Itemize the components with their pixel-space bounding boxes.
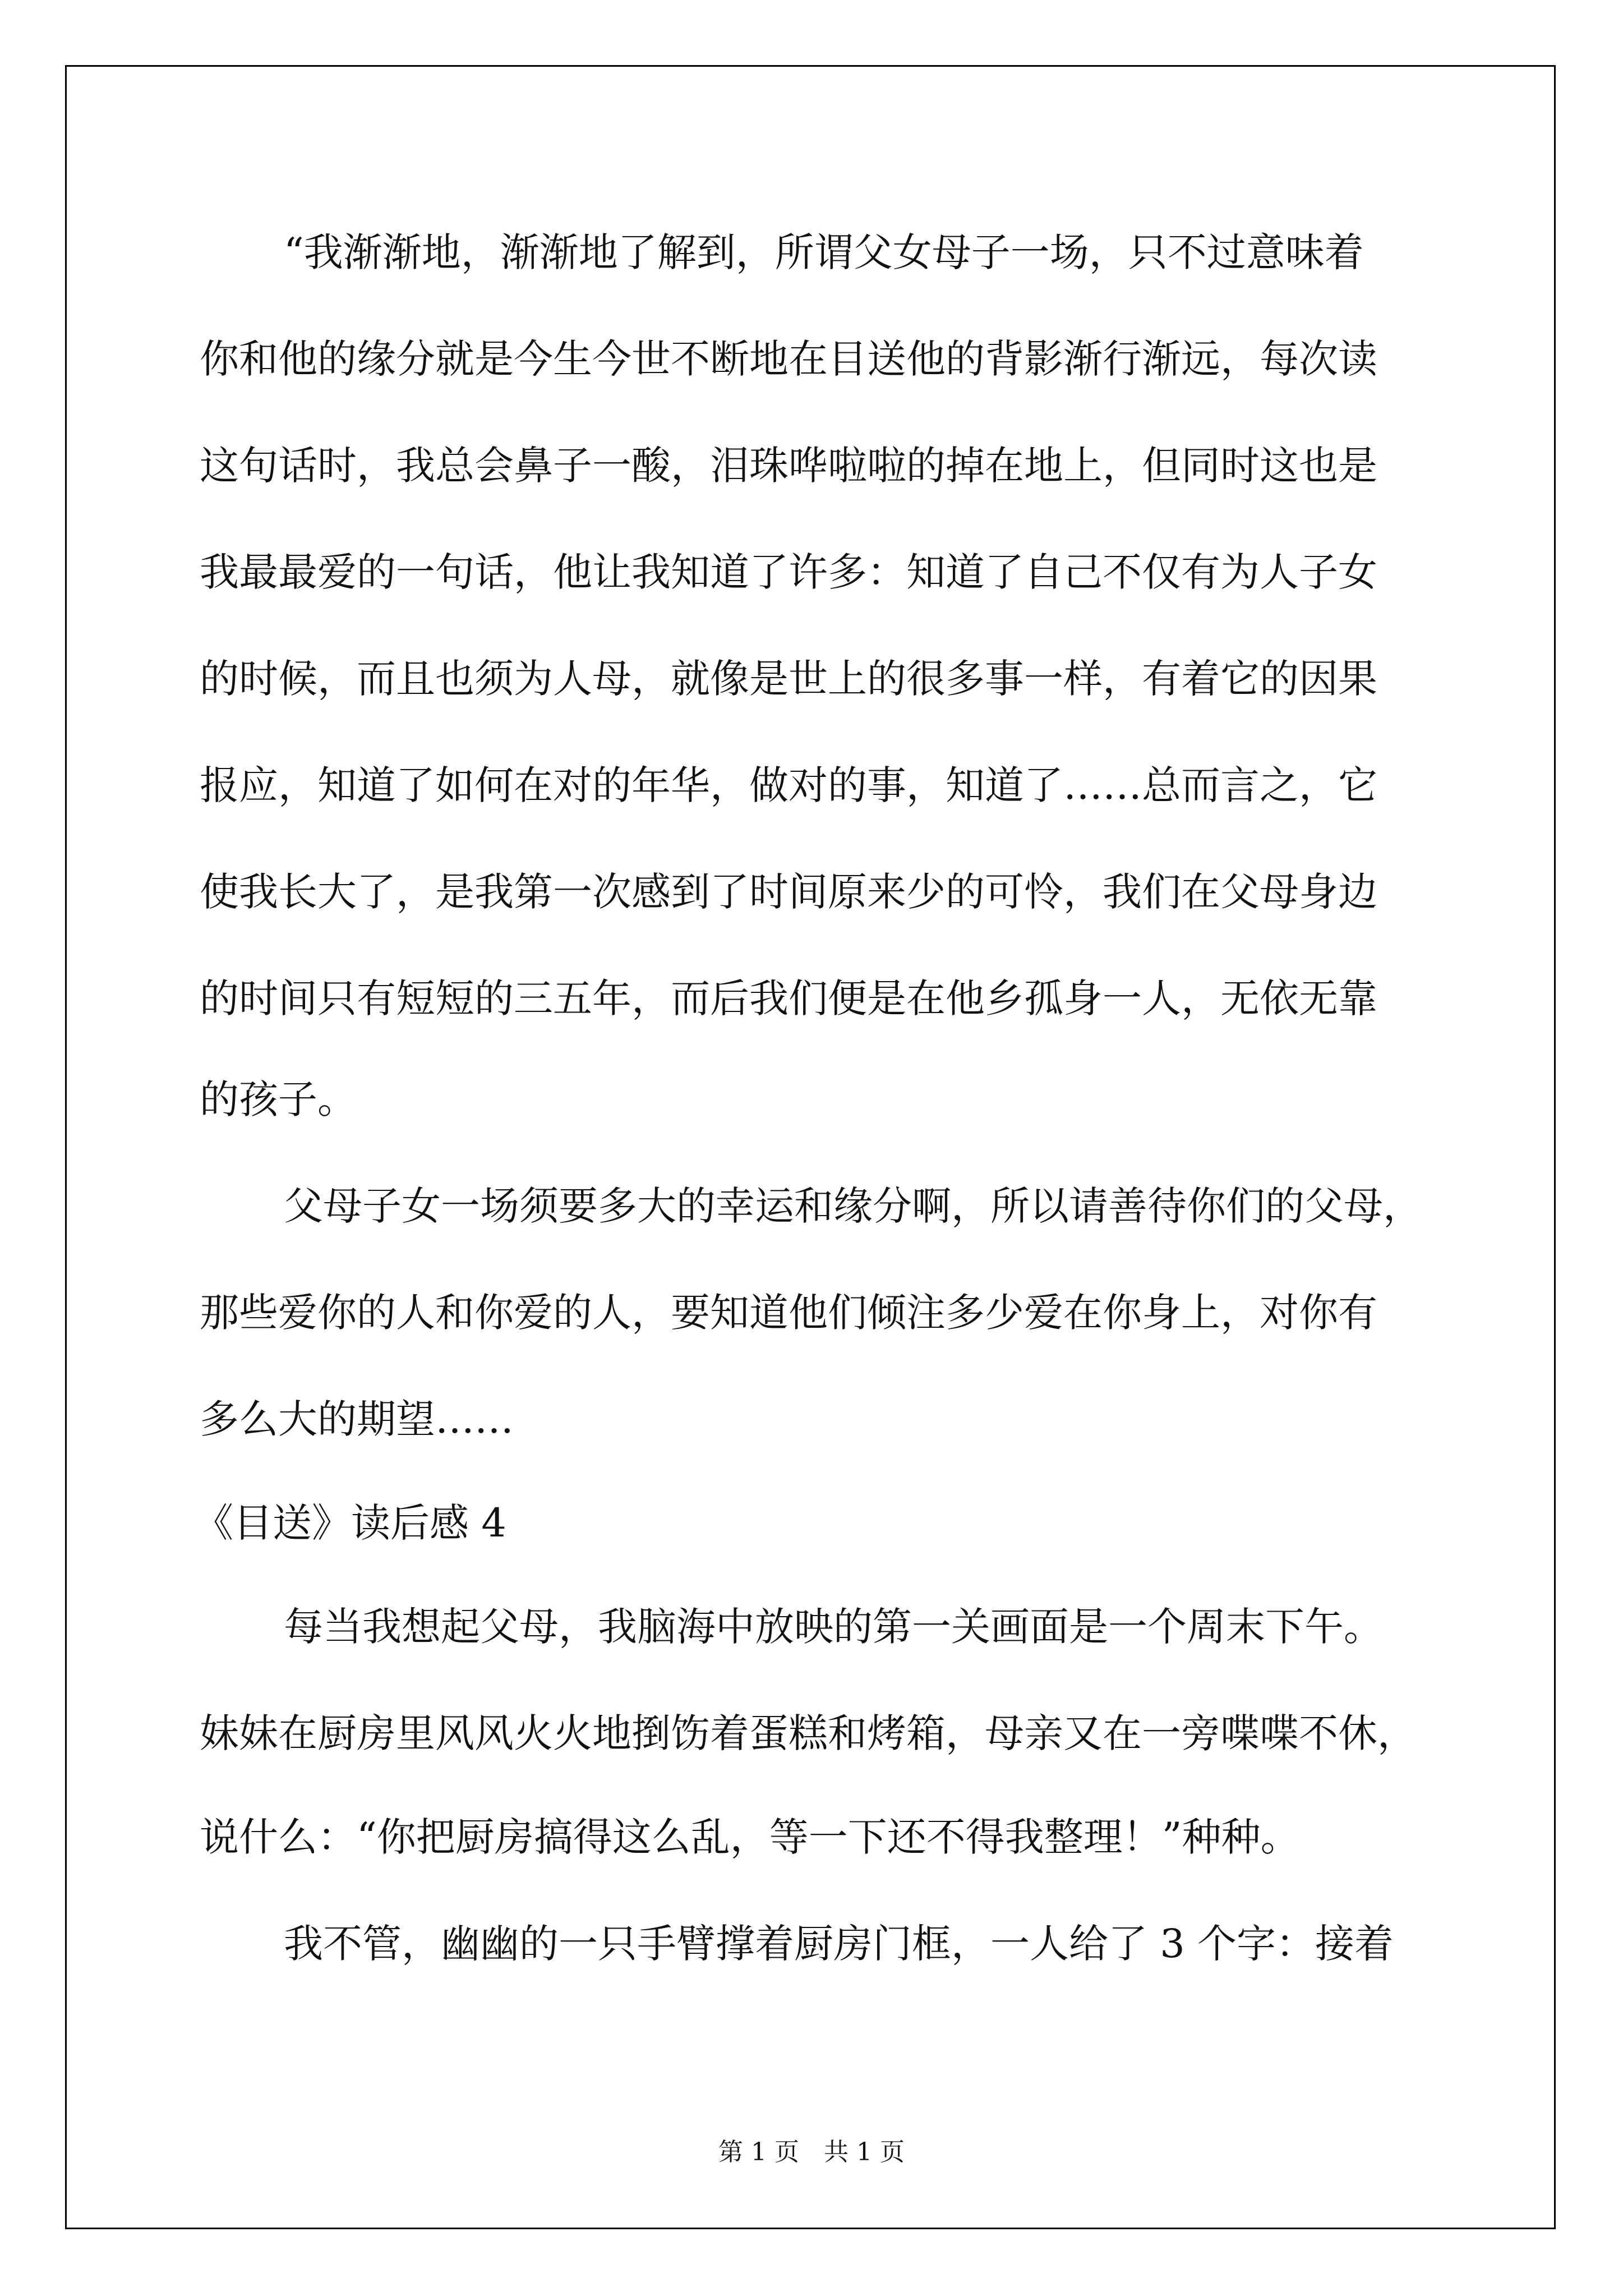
paragraph-2-line-1: 父母子女一场须要多大的幸运和缘分啊，所以请善待你们的父母， <box>284 1183 1422 1229</box>
paragraph-4-line-1: 我不管，幽幽的一只手臂撑着厨房门框，一人给了 3 个字：接着 <box>284 1921 1394 1967</box>
paragraph-1-line-1: “我渐渐地，渐渐地了解到，所谓父女母子一场，只不过意味着 <box>284 229 1364 275</box>
paragraph-2-line-3: 多么大的期望…… <box>200 1396 514 1442</box>
page-border <box>65 65 1556 2229</box>
paragraph-1-line-3: 这句话时，我总会鼻子一酸，泪珠哗啦啦的掉在地上，但同时这也是 <box>200 443 1377 489</box>
paragraph-2-line-2: 那些爱你的人和你爱的人，要知道他们倾注多少爱在你身上，对你有 <box>200 1290 1377 1336</box>
paragraph-3-line-3: 说什么：“你把厨房搞得这么乱，等一下还不得我整理！”种种。 <box>200 1814 1300 1860</box>
page-number-footer: 第 1 页 共 1 页 <box>718 2138 905 2166</box>
paragraph-3-line-2: 妹妹在厨房里风风火火地捯饬着蛋糕和烤箱，母亲又在一旁喋喋不休， <box>200 1710 1417 1756</box>
paragraph-1-line-6: 报应，知道了如何在对的年华，做对的事，知道了……总而言之，它 <box>200 762 1377 808</box>
paragraph-1-line-2: 你和他的缘分就是今生今世不断地在目送他的背影渐行渐远，每次读 <box>200 336 1377 382</box>
paragraph-1-line-7: 使我长大了，是我第一次感到了时间原来少的可怜，我们在父母身边 <box>200 869 1377 915</box>
paragraph-1-line-4: 我最最爱的一句话，他让我知道了许多：知道了自己不仅有为人子女 <box>200 549 1377 595</box>
paragraph-1-line-8: 的时间只有短短的三五年，而后我们便是在他乡孤身一人，无依无靠 <box>200 976 1377 1022</box>
section-title: 《目送》读后感 4 <box>194 1500 506 1546</box>
paragraph-3-line-1: 每当我想起父母，我脑海中放映的第一关画面是一个周末下午。 <box>284 1604 1383 1650</box>
paragraph-1-line-5: 的时候，而且也须为人母，就像是世上的很多事一样，有着它的因果 <box>200 656 1377 702</box>
paragraph-1-line-9: 的孩子。 <box>200 1076 357 1122</box>
